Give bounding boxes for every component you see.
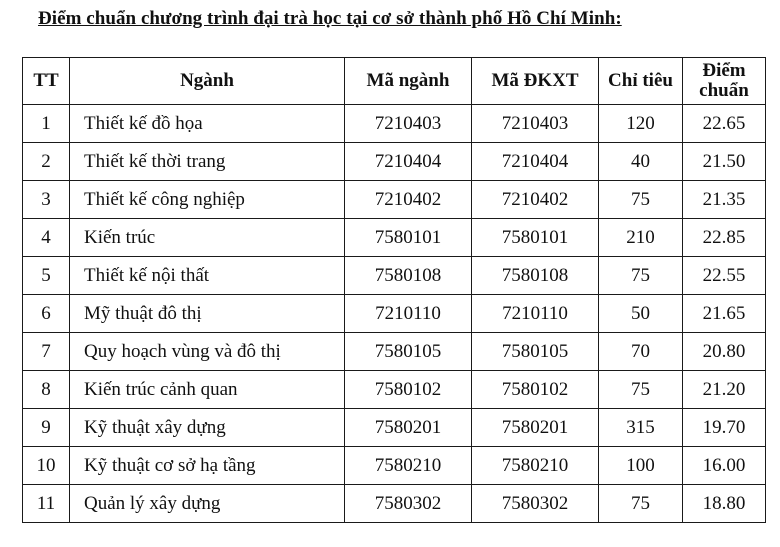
- cell-major: Mỹ thuật đô thị: [70, 295, 345, 333]
- cell-tt: 7: [23, 333, 70, 371]
- cell-dkxt-code: 7580210: [472, 447, 599, 485]
- table-row: [23, 333, 766, 371]
- cell-major: Thiết kế đồ họa: [70, 105, 345, 143]
- cell-tt: 9: [23, 409, 70, 447]
- cell-quota: 70: [599, 333, 683, 371]
- cell-major-code: 7580102: [345, 371, 472, 409]
- cell-tt: 4: [23, 219, 70, 257]
- table-row: [23, 409, 766, 447]
- cell-dkxt-code: 7580201: [472, 409, 599, 447]
- cell-major-code: 7210402: [345, 181, 472, 219]
- cell-dkxt-code: 7580105: [472, 333, 599, 371]
- cell-major-code: 7210110: [345, 295, 472, 333]
- cell-quota: 120: [599, 105, 683, 143]
- table-row: [23, 105, 766, 143]
- page-title: Điểm chuẩn chương trình đại trà học tại cơ sở thành phố Hồ Chí Minh:: [38, 8, 622, 29]
- table-row: [23, 447, 766, 485]
- cell-major-code: 7580210: [345, 447, 472, 485]
- cell-quota: 75: [599, 181, 683, 219]
- header-dkxt-code: Mã ĐKXT: [472, 58, 599, 105]
- cell-score: 22.55: [683, 257, 766, 295]
- cell-score: 22.85: [683, 219, 766, 257]
- cell-major: Kỹ thuật cơ sở hạ tầng: [70, 447, 345, 485]
- cell-score: 21.65: [683, 295, 766, 333]
- table-row: [23, 257, 766, 295]
- table-row: [23, 181, 766, 219]
- header-score-line2: chuẩn: [699, 80, 749, 101]
- cell-major: Kỹ thuật xây dựng: [70, 409, 345, 447]
- cell-tt: 8: [23, 371, 70, 409]
- cell-tt: 11: [23, 485, 70, 523]
- cell-major: Kiến trúc: [70, 219, 345, 257]
- cell-major: Kiến trúc cảnh quan: [70, 371, 345, 409]
- cell-quota: 100: [599, 447, 683, 485]
- cell-score: 18.80: [683, 485, 766, 523]
- cell-dkxt-code: 7580302: [472, 485, 599, 523]
- header-tt: TT: [23, 58, 70, 105]
- table-header-row: [23, 58, 766, 105]
- cell-major: Thiết kế thời trang: [70, 143, 345, 181]
- table-row: [23, 295, 766, 333]
- cell-dkxt-code: 7210404: [472, 143, 599, 181]
- cell-major: Thiết kế nội thất: [70, 257, 345, 295]
- cell-score: 21.35: [683, 181, 766, 219]
- cell-quota: 315: [599, 409, 683, 447]
- cell-dkxt-code: 7580101: [472, 219, 599, 257]
- cell-major: Thiết kế công nghiệp: [70, 181, 345, 219]
- header-major-code: Mã ngành: [345, 58, 472, 105]
- cell-quota: 75: [599, 257, 683, 295]
- cell-score: 22.65: [683, 105, 766, 143]
- cell-score: 19.70: [683, 409, 766, 447]
- cell-major: Quản lý xây dựng: [70, 485, 345, 523]
- cell-tt: 1: [23, 105, 70, 143]
- header-major: Ngành: [70, 58, 345, 105]
- cell-tt: 6: [23, 295, 70, 333]
- cell-tt: 3: [23, 181, 70, 219]
- cell-dkxt-code: 7210110: [472, 295, 599, 333]
- cell-dkxt-code: 7210403: [472, 105, 599, 143]
- cell-tt: 2: [23, 143, 70, 181]
- cell-score: 20.80: [683, 333, 766, 371]
- cell-dkxt-code: 7580102: [472, 371, 599, 409]
- cell-major-code: 7580101: [345, 219, 472, 257]
- admission-scores-table: [22, 57, 766, 523]
- cell-quota: 210: [599, 219, 683, 257]
- table-row: [23, 219, 766, 257]
- cell-major-code: 7580302: [345, 485, 472, 523]
- cell-tt: 5: [23, 257, 70, 295]
- table-row: [23, 371, 766, 409]
- cell-score: 21.50: [683, 143, 766, 181]
- cell-major-code: 7580105: [345, 333, 472, 371]
- cell-score: 21.20: [683, 371, 766, 409]
- cell-major-code: 7210403: [345, 105, 472, 143]
- cell-major: Quy hoạch vùng và đô thị: [70, 333, 345, 371]
- header-score-line1: Điểm: [702, 60, 746, 81]
- cell-major-code: 7580108: [345, 257, 472, 295]
- header-quota: Chỉ tiêu: [599, 58, 683, 105]
- cell-tt: 10: [23, 447, 70, 485]
- cell-quota: 40: [599, 143, 683, 181]
- table-row: [23, 143, 766, 181]
- cell-major-code: 7580201: [345, 409, 472, 447]
- cell-quota: 50: [599, 295, 683, 333]
- cell-quota: 75: [599, 485, 683, 523]
- cell-dkxt-code: 7580108: [472, 257, 599, 295]
- cell-dkxt-code: 7210402: [472, 181, 599, 219]
- table-row: [23, 485, 766, 523]
- cell-score: 16.00: [683, 447, 766, 485]
- cell-quota: 75: [599, 371, 683, 409]
- cell-major-code: 7210404: [345, 143, 472, 181]
- header-score: [683, 58, 766, 105]
